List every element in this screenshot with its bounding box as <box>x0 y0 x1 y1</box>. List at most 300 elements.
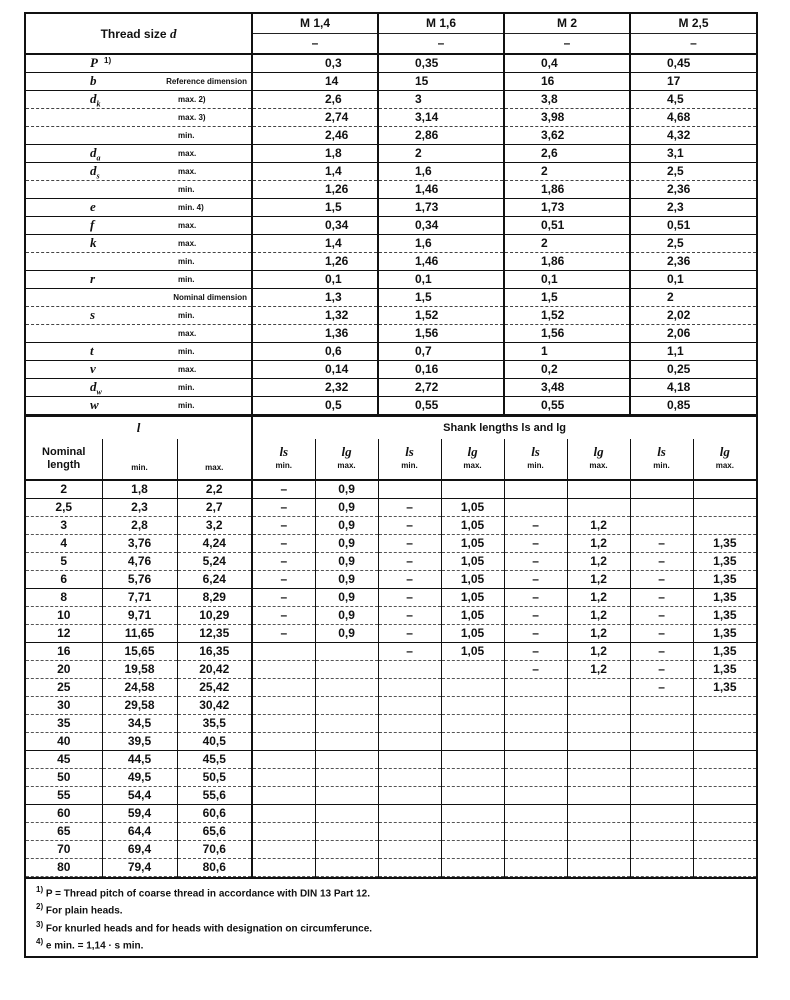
dimension-label-cell <box>26 199 252 217</box>
footnote-text: e min. = 1,14 · s min. <box>45 940 144 952</box>
ls-min-value <box>630 480 693 499</box>
length-max: 10,29 <box>177 607 252 625</box>
dimension-table-sheet <box>24 12 758 958</box>
nominal-length: 8 <box>26 589 102 607</box>
ls-min-value <box>504 859 567 877</box>
ls-min-value <box>378 769 441 787</box>
lg-max-value <box>693 499 756 517</box>
symbol-main: d <box>90 91 97 106</box>
ls-min-value <box>630 841 693 859</box>
ls-min-value: – <box>630 607 693 625</box>
length-max: 4,24 <box>177 535 252 553</box>
nominal-length: 35 <box>26 715 102 733</box>
dimension-value: 3,98 <box>504 109 630 127</box>
dimension-label-cell <box>26 235 252 253</box>
dimension-value: 3,62 <box>504 127 630 145</box>
dimension-qualifier: min. <box>178 257 195 266</box>
symbol-main: d <box>90 145 97 160</box>
nominal-length: 2,5 <box>26 499 102 517</box>
dimension-value: 0,34 <box>252 217 378 235</box>
dimension-qualifier: min. <box>178 401 195 410</box>
length-min: 15,65 <box>102 643 177 661</box>
length-row <box>26 625 756 643</box>
ls-min-value: – <box>504 643 567 661</box>
thread-size-label: Thread size <box>100 26 167 41</box>
length-row <box>26 661 756 679</box>
lg-max-value <box>315 859 378 877</box>
dimension-symbol <box>90 235 97 250</box>
lg-symbol: lg <box>593 444 604 459</box>
dimension-row <box>26 361 756 379</box>
ls-min-value <box>504 679 567 697</box>
dimension-symbol <box>90 199 96 214</box>
lg-max-value: 1,35 <box>693 535 756 553</box>
lg-max-value <box>441 751 504 769</box>
ls-min-value <box>630 859 693 877</box>
lg-max-value: 1,35 <box>693 571 756 589</box>
dimension-value: 0,6 <box>252 343 378 361</box>
nominal-length: 6 <box>26 571 102 589</box>
ls-min-value <box>504 733 567 751</box>
length-max: 80,6 <box>177 859 252 877</box>
ls-min-value: – <box>252 480 315 499</box>
dimension-value: 0,35 <box>378 54 504 73</box>
lg-max-value <box>567 697 630 715</box>
ls-min-value <box>378 859 441 877</box>
ls-min-value <box>378 787 441 805</box>
dimension-label-cell <box>26 325 252 343</box>
dimension-value: 1,56 <box>378 325 504 343</box>
length-max: 3,2 <box>177 517 252 535</box>
lg-max-value: 1,05 <box>441 517 504 535</box>
lg-max-value <box>693 805 756 823</box>
ls-min-value: – <box>378 607 441 625</box>
dimension-value: 3,1 <box>630 145 756 163</box>
dimension-value: 0,14 <box>252 361 378 379</box>
dimension-label-cell <box>26 127 252 145</box>
dimension-value: 0,55 <box>504 397 630 415</box>
ls-min-value: – <box>252 625 315 643</box>
size-sub-value: – <box>252 34 378 55</box>
symbol-subscript: w <box>96 387 102 397</box>
dimension-row <box>26 91 756 109</box>
dimension-qualifier: min. <box>178 383 195 392</box>
ls-min-value <box>504 480 567 499</box>
length-min: 49,5 <box>102 769 177 787</box>
symbol-main: P <box>90 55 98 70</box>
size-sub-value: – <box>378 34 504 55</box>
shank-lengths-title: Shank lengths ls and lg <box>443 422 567 434</box>
dimension-qualifier: max. 3) <box>178 113 206 122</box>
lg-max-value: 1,35 <box>693 661 756 679</box>
dimension-value: 0,1 <box>252 271 378 289</box>
lg-max-value: 1,35 <box>693 679 756 697</box>
dimension-value: 1,73 <box>504 199 630 217</box>
nominal-length: 3 <box>26 517 102 535</box>
dimension-value: 2 <box>630 289 756 307</box>
lg-max-value: 1,2 <box>567 625 630 643</box>
symbol-subscript: k <box>96 99 101 109</box>
dimension-qualifier: min. <box>178 131 195 140</box>
footnote-mark: 3) <box>36 919 44 929</box>
lg-max-value: 1,05 <box>441 535 504 553</box>
length-row <box>26 841 756 859</box>
lg-max-value: 1,2 <box>567 517 630 535</box>
ls-min-value: – <box>504 625 567 643</box>
dimension-label-cell <box>26 54 252 73</box>
ls-min-value <box>504 697 567 715</box>
dimension-value: 1,8 <box>252 145 378 163</box>
ls-min-value: – <box>630 625 693 643</box>
footnote-ref: 1) <box>104 56 112 65</box>
lg-max-value <box>441 823 504 841</box>
lg-max-value <box>315 661 378 679</box>
length-max: 40,5 <box>177 733 252 751</box>
thread-size-column-header: M 2,5 <box>630 14 756 34</box>
ls-min-value <box>378 823 441 841</box>
length-max: 16,35 <box>177 643 252 661</box>
length-max: 35,5 <box>177 715 252 733</box>
length-max: 60,6 <box>177 805 252 823</box>
dimension-value: 1,52 <box>378 307 504 325</box>
ls-min-value <box>378 715 441 733</box>
ls-min-value: – <box>252 499 315 517</box>
length-row <box>26 805 756 823</box>
ls-min-value <box>504 787 567 805</box>
ls-min-value <box>504 841 567 859</box>
dimension-value: 1,52 <box>504 307 630 325</box>
dimension-symbol <box>90 397 99 412</box>
dimension-qualifier: min. 4) <box>178 203 204 212</box>
dimension-value: 1,4 <box>252 163 378 181</box>
lg-max-value: 1,2 <box>567 571 630 589</box>
ls-min-value <box>378 697 441 715</box>
lg-max-value: 0,9 <box>315 625 378 643</box>
length-min: 54,4 <box>102 787 177 805</box>
dimension-value: 0,1 <box>630 271 756 289</box>
thread-size-column-header: M 1,6 <box>378 14 504 34</box>
dimension-value: 3,8 <box>504 91 630 109</box>
ls-symbol: ls <box>531 444 540 459</box>
dimension-value: 0,34 <box>378 217 504 235</box>
length-max: 65,6 <box>177 823 252 841</box>
symbol-main: d <box>90 379 97 394</box>
length-min: 69,4 <box>102 841 177 859</box>
ls-min-header <box>252 439 315 480</box>
l-symbol: l <box>136 420 141 435</box>
footnote <box>36 918 746 935</box>
limit-label: max. <box>337 461 356 470</box>
lg-max-value: 0,9 <box>315 535 378 553</box>
lg-max-value <box>315 769 378 787</box>
ls-min-value <box>252 751 315 769</box>
length-row <box>26 643 756 661</box>
length-min: 59,4 <box>102 805 177 823</box>
footnote <box>36 935 746 952</box>
thread-size-header <box>26 14 252 54</box>
nominal-length: 20 <box>26 661 102 679</box>
dimension-row <box>26 54 756 73</box>
symbol-subscript: a <box>96 153 101 163</box>
lg-max-value <box>315 823 378 841</box>
lg-max-value: 1,2 <box>567 535 630 553</box>
ls-min-value: – <box>504 589 567 607</box>
dimension-row <box>26 253 756 271</box>
l-header <box>26 416 252 439</box>
lg-max-value <box>567 823 630 841</box>
dimension-value: 0,85 <box>630 397 756 415</box>
ls-min-value <box>630 499 693 517</box>
length-header-row <box>26 416 756 439</box>
dimension-value: 1,73 <box>378 199 504 217</box>
lg-max-value <box>441 733 504 751</box>
ls-min-value <box>630 805 693 823</box>
dimension-value: 2,72 <box>378 379 504 397</box>
symbol-main: f <box>90 217 95 232</box>
dimension-value: 2,86 <box>378 127 504 145</box>
ls-min-value: – <box>252 607 315 625</box>
nominal-length: 65 <box>26 823 102 841</box>
dimension-row <box>26 145 756 163</box>
dimension-row <box>26 181 756 199</box>
length-min: 64,4 <box>102 823 177 841</box>
dimension-value: 1,6 <box>378 235 504 253</box>
dimension-value: 3 <box>378 91 504 109</box>
dimension-value: 0,3 <box>252 54 378 73</box>
footnote <box>36 883 746 900</box>
dimension-value: 0,51 <box>630 217 756 235</box>
lg-max-value <box>315 751 378 769</box>
nominal-length: 5 <box>26 553 102 571</box>
dimension-table <box>26 14 756 415</box>
lg-max-value <box>693 697 756 715</box>
limit-label: min. <box>527 461 544 470</box>
lg-max-value <box>315 787 378 805</box>
lg-symbol: lg <box>467 444 478 459</box>
length-subheader-row <box>26 439 756 480</box>
dimension-qualifier: min. <box>178 185 195 194</box>
ls-min-value <box>504 499 567 517</box>
lg-max-value <box>693 769 756 787</box>
dimension-value: 1,86 <box>504 253 630 271</box>
lg-max-value: 1,2 <box>567 643 630 661</box>
dimension-label-cell <box>26 163 252 181</box>
length-max: 70,6 <box>177 841 252 859</box>
dimension-row <box>26 325 756 343</box>
dimension-label-cell <box>26 217 252 235</box>
lg-max-value <box>315 697 378 715</box>
lg-max-value: 1,2 <box>567 607 630 625</box>
lg-max-value <box>441 480 504 499</box>
nominal-length: 25 <box>26 679 102 697</box>
ls-symbol: ls <box>279 444 289 459</box>
ls-min-value <box>252 805 315 823</box>
dimension-row <box>26 343 756 361</box>
lg-max-value: 0,9 <box>315 607 378 625</box>
lg-max-value: 1,35 <box>693 553 756 571</box>
ls-min-value <box>252 679 315 697</box>
dimension-label-cell <box>26 91 252 109</box>
dimension-value: 16 <box>504 73 630 91</box>
lg-max-value <box>315 841 378 859</box>
ls-min-value: – <box>252 535 315 553</box>
lg-max-value <box>315 715 378 733</box>
ls-min-value: – <box>252 589 315 607</box>
dimension-value: 2,46 <box>252 127 378 145</box>
length-row <box>26 715 756 733</box>
thread-size-column-header: M 2 <box>504 14 630 34</box>
length-min: 34,5 <box>102 715 177 733</box>
lg-max-value <box>693 733 756 751</box>
nominal-length: 30 <box>26 697 102 715</box>
length-min: 79,4 <box>102 859 177 877</box>
lg-max-value: 0,9 <box>315 499 378 517</box>
dimension-value: 1,46 <box>378 181 504 199</box>
dimension-value: 1,32 <box>252 307 378 325</box>
dimension-value: 1,1 <box>630 343 756 361</box>
nominal-length: 70 <box>26 841 102 859</box>
dimension-value: 2,3 <box>630 199 756 217</box>
symbol-main: t <box>90 343 94 358</box>
nominal-length: 16 <box>26 643 102 661</box>
length-max: 55,6 <box>177 787 252 805</box>
lg-max-value: 1,2 <box>567 553 630 571</box>
shank-lengths-header <box>252 416 756 439</box>
length-row <box>26 679 756 697</box>
dimension-value: 2,36 <box>630 253 756 271</box>
dimension-value: 0,25 <box>630 361 756 379</box>
lg-max-value <box>567 787 630 805</box>
dimension-value: 1 <box>504 343 630 361</box>
header-row <box>26 14 756 34</box>
dimension-value: 2 <box>504 235 630 253</box>
dimension-value: 0,45 <box>630 54 756 73</box>
lg-max-header <box>693 439 756 480</box>
length-row <box>26 787 756 805</box>
length-row <box>26 480 756 499</box>
dimension-label-cell <box>26 397 252 415</box>
dimension-value: 1,3 <box>252 289 378 307</box>
lg-max-value <box>693 715 756 733</box>
dimension-qualifier: max. <box>178 167 197 176</box>
nominal-length: 55 <box>26 787 102 805</box>
dimension-qualifier: min. <box>178 275 195 284</box>
dimension-row <box>26 289 756 307</box>
lg-max-value <box>693 517 756 535</box>
lg-max-value <box>693 859 756 877</box>
lg-max-value: 0,9 <box>315 517 378 535</box>
length-max: 2,7 <box>177 499 252 517</box>
length-min: 11,65 <box>102 625 177 643</box>
ls-min-value: – <box>630 679 693 697</box>
lg-max-value <box>441 697 504 715</box>
dimension-value: 2,32 <box>252 379 378 397</box>
lg-max-value <box>567 841 630 859</box>
footnote-text: P = Thread pitch of coarse thread in accordance with DIN 13 Part 12. <box>45 888 370 900</box>
dimension-value: 2,06 <box>630 325 756 343</box>
ls-min-value: – <box>378 535 441 553</box>
ls-min-value <box>378 841 441 859</box>
symbol-subscript: s <box>96 171 100 181</box>
lg-symbol: lg <box>341 444 352 459</box>
limit-label: max. <box>463 461 482 470</box>
dimension-symbol <box>90 217 94 232</box>
dimension-value: 1,6 <box>378 163 504 181</box>
length-max: 12,35 <box>177 625 252 643</box>
symbol-main: w <box>90 397 99 412</box>
length-min: 2,8 <box>102 517 177 535</box>
length-max: 30,42 <box>177 697 252 715</box>
ls-min-value <box>504 715 567 733</box>
lg-max-value <box>693 841 756 859</box>
dimension-value: 2,74 <box>252 109 378 127</box>
lg-max-value <box>567 859 630 877</box>
ls-min-value: – <box>252 517 315 535</box>
lg-max-value <box>441 679 504 697</box>
ls-min-value <box>378 751 441 769</box>
dimension-label-cell <box>26 343 252 361</box>
l-min-header: min. <box>102 439 177 480</box>
dimension-symbol <box>90 343 94 358</box>
ls-min-value: – <box>504 661 567 679</box>
dimension-symbol <box>90 271 95 286</box>
dimension-value: 0,1 <box>504 271 630 289</box>
ls-min-header <box>504 439 567 480</box>
lg-max-header <box>441 439 504 480</box>
lg-max-value: 1,05 <box>441 625 504 643</box>
dimension-value: 0,2 <box>504 361 630 379</box>
lg-max-value <box>567 679 630 697</box>
ls-min-value: – <box>504 607 567 625</box>
dimension-label-cell <box>26 307 252 325</box>
dimension-label-cell <box>26 73 252 91</box>
dimension-value: 2,5 <box>630 235 756 253</box>
length-max: 2,2 <box>177 480 252 499</box>
length-min: 7,71 <box>102 589 177 607</box>
symbol-main: b <box>90 73 97 88</box>
ls-min-value <box>630 823 693 841</box>
ls-min-value <box>630 715 693 733</box>
length-row <box>26 571 756 589</box>
lg-max-value <box>315 733 378 751</box>
lg-max-value: 0,9 <box>315 589 378 607</box>
dimension-row <box>26 73 756 91</box>
dimension-value: 4,32 <box>630 127 756 145</box>
lg-max-value: 1,2 <box>567 661 630 679</box>
lg-max-value: 1,05 <box>441 643 504 661</box>
dimension-row <box>26 235 756 253</box>
length-row <box>26 733 756 751</box>
ls-min-value <box>252 715 315 733</box>
ls-min-value <box>378 805 441 823</box>
ls-min-value <box>504 751 567 769</box>
ls-min-value <box>252 661 315 679</box>
ls-min-value: – <box>252 571 315 589</box>
dimension-value: 0,16 <box>378 361 504 379</box>
dimension-qualifier: max. <box>178 239 197 248</box>
footnotes <box>26 877 756 956</box>
dimension-qualifier: max. 2) <box>178 95 206 104</box>
lg-max-value: 1,05 <box>441 589 504 607</box>
length-max: 45,5 <box>177 751 252 769</box>
lg-max-value <box>315 805 378 823</box>
ls-min-value <box>378 661 441 679</box>
dimension-symbol <box>90 73 97 88</box>
lg-max-value: 1,05 <box>441 607 504 625</box>
length-row <box>26 607 756 625</box>
ls-min-value <box>252 841 315 859</box>
limit-label: max. <box>589 461 608 470</box>
